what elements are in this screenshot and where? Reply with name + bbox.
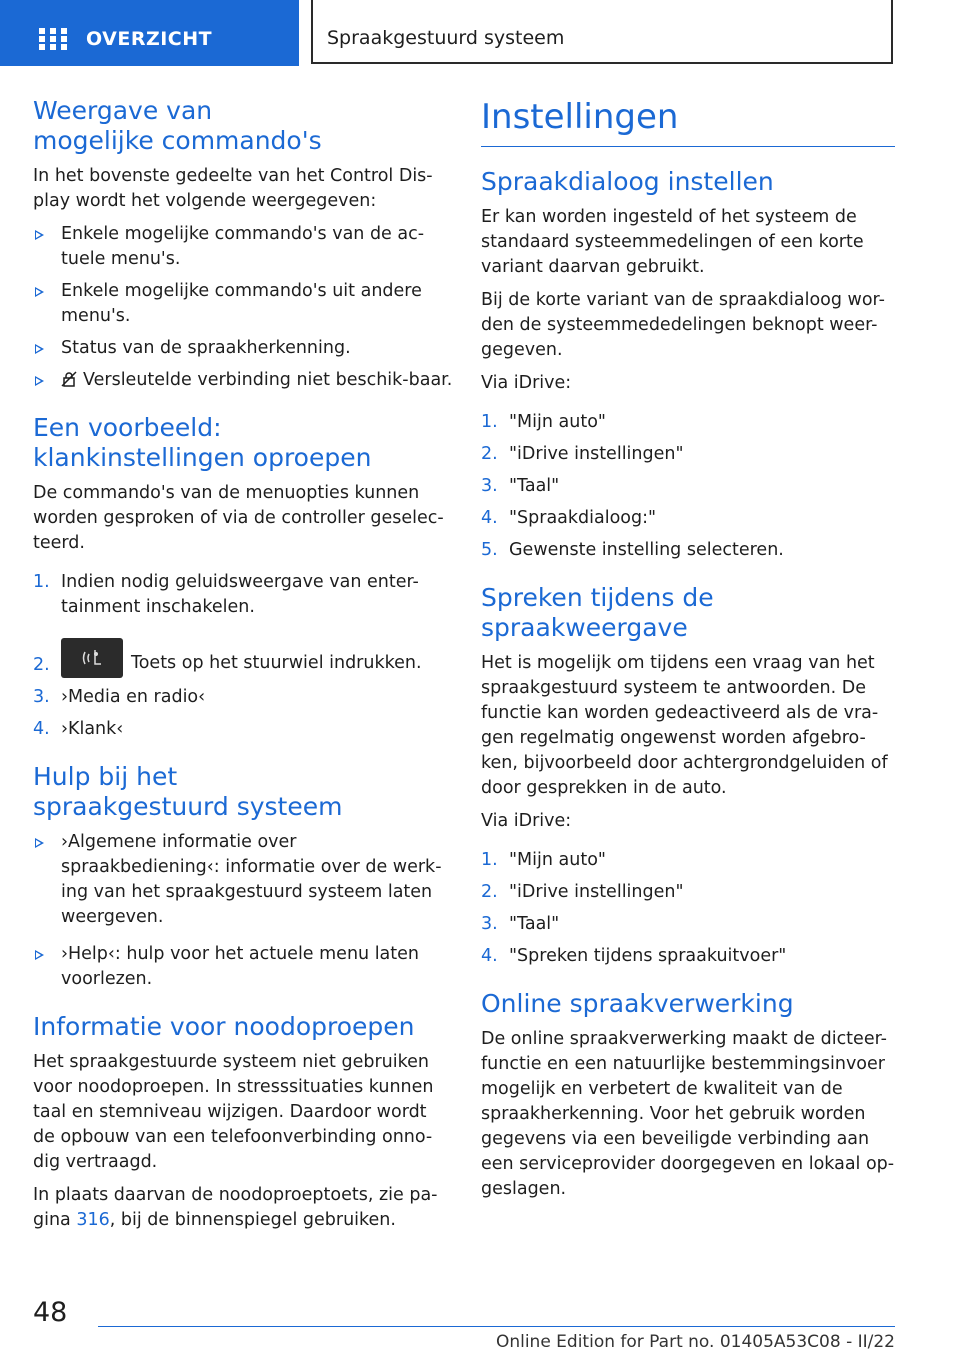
step-item: 2. "iDrive instellingen" [481, 444, 684, 464]
section-intro-commands: In het bovenste gedeelte van het Control Dis-play wordt het volgende weergegeven: [33, 166, 433, 211]
step-item: 5. Gewenste instelling selecteren. [481, 540, 784, 560]
list-item: ›Help‹: hulp voor het actuele menu laten voorlezen. [33, 942, 453, 992]
emergency-paragraph: Het spraakgestuurde systeem niet gebruiken voor noodoproepen. In stresssituaties kunnen taal en stemniveau wijzigen. Daardoor wordt de opbouw van een telefoonverbinding onno-dig vertraagd. [33, 1052, 434, 1172]
top-bar [0, 0, 960, 66]
list-item: Enkele mogelijke commando's uit andere menu's. [33, 279, 453, 329]
triangle-bullet-icon [35, 838, 44, 848]
step-item: 4. ›Klank‹ [33, 719, 124, 739]
grid-icon [39, 28, 67, 50]
chapter-title: Spraakgestuurd systeem [327, 27, 565, 49]
triangle-bullet-icon [35, 287, 44, 297]
section-intro-example: De commando's van de menuopties kunnen worden gesproken of via de controller geselec-teerd. [33, 483, 444, 553]
section-heading-online: Online spraakverwerking [481, 989, 794, 1018]
list-item: Enkele mogelijke commando's van de ac-tuele menu's. [33, 222, 453, 272]
edition-footer: Online Edition for Part no. 01405A53C08 - II/22 [495, 1332, 895, 1352]
page-link[interactable]: 316 [76, 1210, 110, 1230]
step-item: 1. "Mijn auto" [481, 412, 606, 432]
section-heading-commands: Weergave van mogelijke commando's [33, 96, 322, 155]
emergency-paragraph-2: In plaats daarvan de noodoproeptoets, zie pa-gina 316, bij de binnenspiegel gebruiken. [33, 1185, 438, 1230]
chapter-title-box [311, 0, 893, 64]
crossed-lock-icon [61, 371, 77, 387]
step-item: 4. "Spreken tijdens spraakuitvoer" [481, 946, 787, 966]
triangle-bullet-icon [35, 950, 44, 960]
step-item: 3. "Taal" [481, 476, 560, 496]
page-number: 48 [33, 1297, 68, 1328]
dialog-paragraph: Er kan worden ingesteld of het systeem de standaard systeemmedelingen of een korte variant daarvan gebruikt. [481, 207, 864, 277]
section-heading-example: Een voorbeeld: klankinstellingen oproepen [33, 413, 372, 472]
online-paragraph: De online spraakverwerking maakt de dicteer-functie en een natuurlijke bestemmingsinvoer mogelijk en verbetert de kwaliteit van de spraakherkenning. Voor het gebruik worden gegevens via een beveiligde verbinding aan een serviceprovider doorgegeven en lokaal op-geslagen. [481, 1029, 895, 1199]
triangle-bullet-icon [35, 376, 44, 386]
step-item: 1. Indien nodig geluidsweergave van enter-tainment inschakelen. [33, 572, 419, 617]
page-section-title: Instellingen [481, 96, 895, 147]
footer-divider [98, 1326, 895, 1327]
section-heading-help: Hulp bij het spraakgestuurd systeem [33, 762, 343, 821]
triangle-bullet-icon [35, 230, 44, 240]
section-heading-emergency: Informatie voor noodoproepen [33, 1012, 415, 1041]
section-heading-speak: Spreken tijdens de spraakweergave [481, 583, 714, 642]
step-item: 4. "Spraakdialoog:" [481, 508, 657, 528]
step-item: 3. ›Media en radio‹ [33, 687, 206, 707]
overview-label: OVERZICHT [86, 28, 213, 50]
speak-paragraph: Het is mogelijk om tijdens een vraag van het spraakgestuurd systeem te antwoorden. De functie kan worden gedeactiveerd als de vra-gen regelmatig ongewenst worden afgebro-ken, bijvoorbeeld door achtergrondgeluiden of door gesprekken in de auto. [481, 653, 888, 798]
step-item: 3. "Taal" [481, 914, 560, 934]
list-item: ›Algemene informatie over spraakbediening‹: informatie over de werk-ing van het spraakgestuurd systeem laten weergeven. [33, 830, 453, 930]
step-item: 1. "Mijn auto" [481, 850, 606, 870]
section-heading-dialog: Spraakdialoog instellen [481, 167, 774, 196]
via-idrive-label: Via iDrive: [481, 811, 572, 831]
overview-tab[interactable] [0, 0, 299, 66]
dialog-paragraph-2: Bij de korte variant van de spraakdialoog wor-den de systeemmededelingen beknopt weer-gegeven. [481, 290, 885, 360]
via-idrive-label: Via iDrive: [481, 373, 572, 393]
step-item: 2. "iDrive instellingen" [481, 882, 684, 902]
triangle-bullet-icon [35, 344, 44, 354]
list-item: Status van de spraakherkenning. [33, 336, 453, 361]
right-column [481, 96, 895, 1210]
step-item: 2. Toets op het stuurwiel indrukken. [33, 638, 453, 678]
voice-command-button-icon [61, 638, 123, 678]
left-column [33, 96, 453, 1241]
list-item: Versleutelde verbinding niet beschik-baar. [33, 368, 453, 393]
